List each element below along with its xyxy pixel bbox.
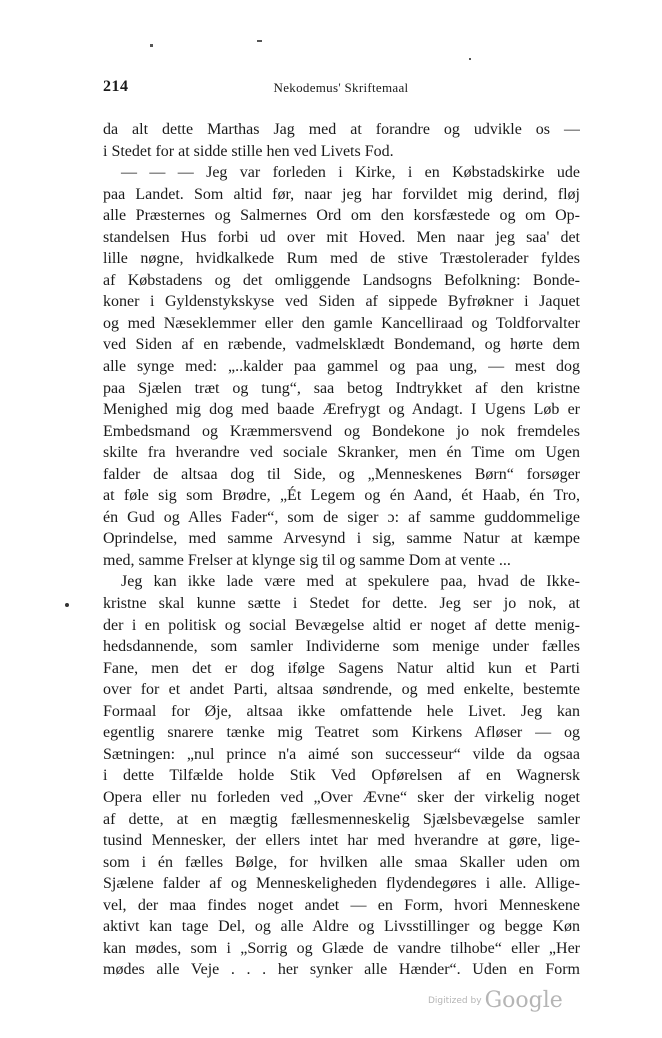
text-line: Embedsmand og Kræmmersvend og Bondekone jo nok fremdeles (103, 422, 580, 440)
ink-speck (257, 40, 262, 42)
text-line: Sætningen: „nul prince n'a aimé son successeur“ vilde da ogsaa (103, 745, 580, 763)
text-line: Formaal for Øje, altsaa ikke omfattende hele Livet. Jeg kan (103, 702, 580, 720)
text-line: og med Næseklemmer eller den gamle Kancelliraad og Toldforvalter (103, 314, 580, 332)
text-line: at føle sig som Brødre, „Ét Legem og én Aand, ét Haab, én Tro, (103, 487, 580, 505)
text-line: Menighed mig dog med baade Ærefrygt og Andagt. I Ugens Løb er (103, 401, 580, 419)
text-line: lille nøgne, hvidkalkede Rum med de stive Træstolerader fyldes (103, 250, 580, 268)
page-header (103, 78, 579, 100)
text-line: alle Præsternes og Salmernes Ord om den korsfæstede og om Op- (103, 207, 580, 225)
text-line: vel, der maa findes noget andet — en Form, hvori Menneskene (103, 896, 580, 914)
text-line: alle synge med: „..kalder paa gammel og paa ung, — mest dog (103, 358, 580, 376)
text-line: koner i Gyldenstykskyse ved Siden af sippede Byfrøkner i Jaquet (103, 293, 580, 311)
text-line: paa Sjælen træt og tung“, saa betog Indtrykket af den kristne (103, 379, 580, 397)
text-line: aktivt kan tage Del, og alle Aldre og Livsstillinger og begge Køn (103, 918, 580, 936)
text-line: ved Siden af en ræbende, vadmelsklædt Bondemand, og hørte dem (103, 336, 580, 354)
text-line: skilte fra hverandre ved sociale Skranker, men én Time om Ugen (103, 444, 580, 462)
ink-speck (469, 58, 471, 60)
text-line: i dette Tilfælde holde Stik Ved Opførelsen af en Wagnersk (103, 767, 580, 785)
text-line: Sjælene falder af og Menneskeligheden flydendegøres i alle. Allige- (103, 875, 580, 893)
text-line: der i en politisk og social Bevægelse altid er noget af dette menig- (103, 616, 580, 634)
text-line: Opera eller nu forleden ved „Over Ævne“ sker der virkelig noget (103, 788, 580, 806)
text-line: egentlig snarere tænke mig Teatret som Kirkens Afløser — og (103, 724, 580, 742)
text-line: med, samme Frelser at klynge sig til og samme Dom at vente ... (103, 551, 511, 569)
text-line: i Stedet for at sidde stille hen ved Livets Fod. (103, 142, 394, 160)
body-text (103, 119, 580, 981)
digitization-watermark (428, 988, 563, 1013)
text-line: standelsen Hus forbi ud over mit Hoved. Men naar jeg saa' det (103, 228, 580, 246)
page-number: 214 (103, 78, 129, 95)
google-logo: Google (484, 988, 563, 1013)
text-line: kan mødes, som i „Sorrig og Glæde de vandre tilhobe“ eller „Her (103, 939, 580, 957)
text-line: — — — Jeg var forleden i Kirke, i en Købstadskirke ude (121, 164, 580, 182)
ink-speck (150, 44, 153, 47)
text-line: af Købstadens og det omliggende Landsogns Befolkning: Bonde- (103, 271, 580, 289)
text-line: falder de altsaa dog til Side, og „Menneskenes Børn“ forsøger (103, 465, 580, 483)
text-line: mødes alle Veje . . . her synker alle Hænder“. Uden en Form (103, 961, 580, 979)
margin-mark (65, 603, 69, 607)
text-line: da alt dette Marthas Jag med at forandre og udvikle os — (103, 121, 580, 138)
text-line: Jeg kan ikke lade være med at spekulere paa, hvad de Ikke- (121, 573, 580, 591)
text-line: som i én fælles Bølge, for hvilken alle smaa Skaller uden om (103, 853, 580, 871)
text-line: hedsdannende, som samler Individerne som menige under fælles (103, 638, 580, 656)
text-line: over for et andet Parti, altsaa søndrende, og med enkelte, bestemte (103, 681, 580, 699)
text-line: Fane, men det er dog ifølge Sagens Natur altid kun et Parti (103, 659, 580, 677)
text-line: af dette, at en mægtig fællesmenneskelig Sjælsbevægelse samler (103, 810, 580, 828)
text-line: én Gud og Alles Fader“, som de siger ɔ: af samme guddommelige (103, 508, 580, 526)
running-title: Nekodemus' Skriftemaal (273, 80, 409, 95)
watermark-prefix: Digitized by (428, 995, 482, 1006)
text-line: kristne skal kunne sætte i Stedet for dette. Jeg ser jo nok, at (103, 595, 580, 613)
text-line: Oprindelse, med samme Arvesynd i sig, samme Natur at kæmpe (103, 530, 580, 548)
text-line: paa Landet. Som altid før, naar jeg har forvildet mig derind, fløj (103, 185, 580, 203)
text-line: tusind Mennesker, der ellers intet har med hverandre at gøre, lige- (103, 832, 580, 850)
